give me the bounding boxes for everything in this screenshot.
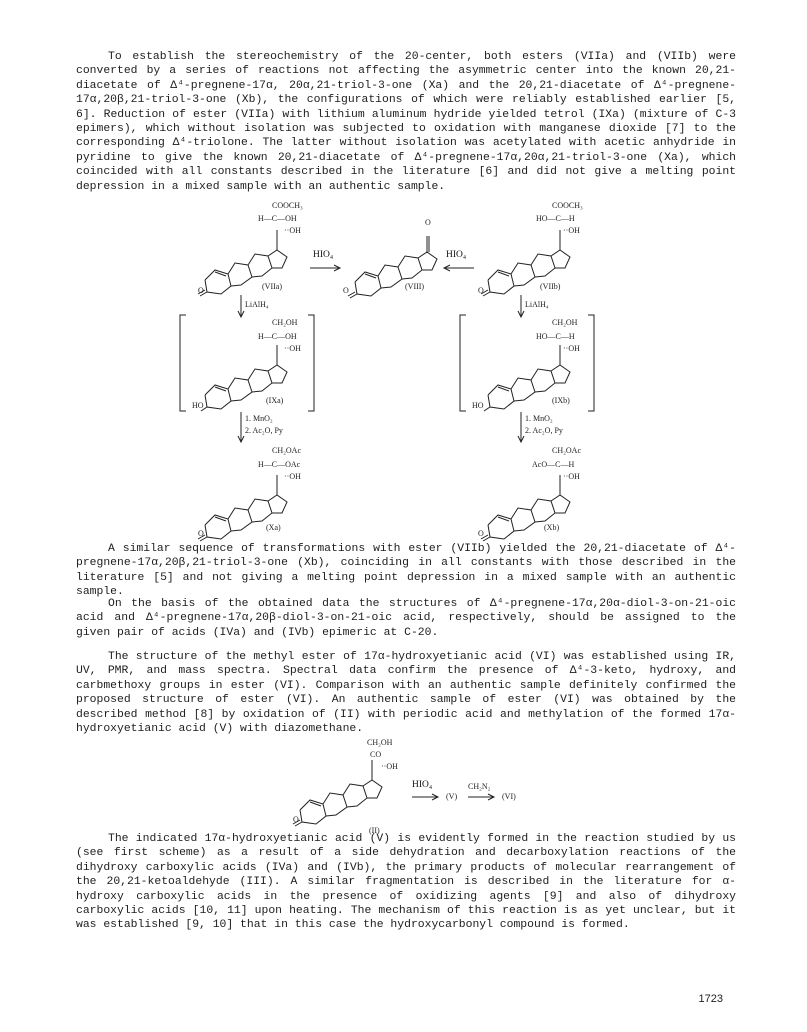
- compound-label-VIII: (VIII): [405, 282, 425, 291]
- group-VIIb-c20: HO—C—H: [536, 214, 575, 223]
- group-Xa-top: CH₂OAc: [272, 446, 302, 455]
- arrow-down-mno2-left: [237, 412, 245, 444]
- group-VIII-ketone: O: [425, 218, 431, 227]
- steroid-structure-VIIa: [195, 230, 315, 300]
- reagent-hio4-right: HIO₄: [446, 250, 467, 260]
- product-V: (V): [446, 792, 458, 801]
- group-VIIa-top: COOCH₃: [272, 201, 303, 210]
- arrow-right-2: [410, 793, 442, 801]
- group-IXb-ho: HO: [472, 401, 484, 410]
- compound-label-Xa: (Xa): [266, 523, 281, 532]
- group-IXb-17oh: ··OH: [563, 344, 580, 353]
- compound-label-VIIb: (VIIb): [540, 282, 561, 291]
- group-VIIa-c20: H—C—OH: [258, 214, 297, 223]
- compound-label-VIIa: (VIIa): [262, 282, 282, 291]
- reagent-left-step1: 1. MnO₂: [245, 414, 273, 423]
- steroid-structure-VIIb: [478, 230, 598, 300]
- paragraph-methyl-ester: The structure of the methyl ester of 17α-hydroxyetianic acid (VI) was established using IR, UV, PMR, and mass spectra. Spectral data confirm the presence of Δ⁴-3-keto, hydroxy, and carbmethoxy groups in ester (VI). Comparison with an authentic sample definitely confirmed the proposed structure of ester (VI). An authentic sample of ester (VI) was obtained by the described method [8] by oxidation of (II) with periodic acid and methylation of the formed 17α-hydroxyetianic acid (V) with diazomethane.: [76, 651, 736, 736]
- compound-label-IXb: (IXb): [552, 396, 570, 405]
- reagent-hio4-scheme2: HIO₄: [412, 780, 433, 790]
- arrow-right-1: [308, 264, 344, 272]
- group-IXa-17oh: ··OH: [284, 344, 301, 353]
- reagent-hio4-left: HIO₄: [313, 250, 334, 260]
- paragraph-structure-assignment: On the basis of the obtained data the structures of Δ⁴-pregnene-17α,20α-diol-3-on-21-oic acid and Δ⁴-pregnene-17α,20β-diol-3-on-21-oic acid, respectively, should be assigned to the given pair of acids (IVa) and (IVb) epimeric at C-20.: [76, 598, 736, 639]
- reagent-liaih4-right: LiAlH₄: [525, 300, 549, 309]
- page-number: 1723: [698, 993, 723, 1005]
- reagent-right-step2: 2. Ac₂O, Py: [525, 426, 563, 435]
- steroid-structure-IXb: [478, 345, 598, 415]
- group-II-top: CH₂OH: [367, 738, 393, 747]
- steroid-structure-IXa: [195, 345, 315, 415]
- group-IXb-top: CH₂OH: [552, 318, 578, 327]
- group-IXa-ho: HO: [192, 401, 204, 410]
- group-II-17oh: ··OH: [381, 762, 398, 771]
- group-VIIa-17oh: ··OH: [284, 226, 301, 235]
- reagent-diazomethane: CH₂N₂: [468, 782, 491, 791]
- paragraph-xb-sequence: A similar sequence of transformations with ester (VIIb) yielded the 20,21-diacetate of Δ⁴-pregnene-17α,20β,21-triol-3-one (Xb), coinciding in all constants with those described in the literature [5] and not giving a melting point depression in a mixed sample with an authentic sample.: [76, 543, 736, 599]
- reagent-liaih4-left: LiAlH₄: [245, 300, 269, 309]
- arrow-left-1: [440, 264, 476, 272]
- paragraph-hydroxyetianic-acid: The indicated 17α-hydroxyetianic acid (V) is evidently formed in the reaction studied by us (see first scheme) as a result of a side dehydration and decarboxylation reactions of the dihydroxy carboxylic acids (IVa) and (IVb), the primary products of molecular rearrangement of the 20,21-ketoaldehyde (III). A similar fragmentation is described in the literature for α-hydroxy carboxylic acids in the presence of oxidizing agents [9] and also of dihydroxy carboxylic acids [10, 11] upon heating. The mechanism of this reaction is as yet unclear, but it was established [9, 10] that in this case the hydroxycarbonyl compound is formed.: [76, 833, 736, 932]
- group-IXa-top: CH₂OH: [272, 318, 298, 327]
- group-Xb-c20: AcO—C—H: [532, 460, 575, 469]
- arrow-right-3: [466, 793, 498, 801]
- compound-label-II: (II): [369, 826, 380, 835]
- reagent-left-step2: 2. Ac₂O, Py: [245, 426, 283, 435]
- product-VI: (VI): [502, 792, 516, 801]
- group-II-co: CO: [370, 750, 382, 759]
- group-VIIb-top: COOCH₃: [552, 201, 583, 210]
- steroid-structure-Xb: [478, 475, 598, 545]
- group-IXa-c20: H—C—OH: [258, 332, 297, 341]
- arrow-down-mno2-right: [517, 412, 525, 444]
- group-Xa-c20: H—C—OAc: [258, 460, 301, 469]
- steroid-structure-Xa: [195, 475, 315, 545]
- reagent-right-step1: 1. MnO₂: [525, 414, 553, 423]
- group-Xb-top: CH₂OAc: [552, 446, 582, 455]
- group-Xb-17oh: ··OH: [563, 472, 580, 481]
- compound-label-Xb: (Xb): [544, 523, 560, 532]
- paragraph-stereochemistry: To establish the stereochemistry of the 20-center, both esters (VIIa) and (VIIb) were converted by a series of reactions not affecting the asymmetric center into the known 20,21-diacetate of Δ⁴-pregnene-17α, 20α,21-triol-3-one (Xa) and the 20,21-diacetate of Δ⁴-pregnene-17α,20β,21-triol-3-one (Xb), the configurations of which were reliably established earlier [5, 6]. Reduction of ester (VIIa) with lithium aluminum hydride yielded tetrol (IXa) (mixture of C-3 epimers), which without isolation was subjected to oxidation with manganese dioxide [7] to the corresponding Δ⁴-triolone. The latter without isolation was acetylated with acetic anhydride in pyridine to give the known 20,21-diacetate of Δ⁴-pregnene-17α,20α,21-triol-3-one (Xa), which coincided with all constants described in the literature [6] and did not give a melting point depression in a mixed sample with an authentic sample.: [76, 51, 736, 193]
- compound-label-IXa: (IXa): [266, 396, 284, 405]
- group-IXb-c20: HO—C—H: [536, 332, 575, 341]
- group-VIIb-17oh: ··OH: [563, 226, 580, 235]
- group-Xa-17oh: ··OH: [284, 472, 301, 481]
